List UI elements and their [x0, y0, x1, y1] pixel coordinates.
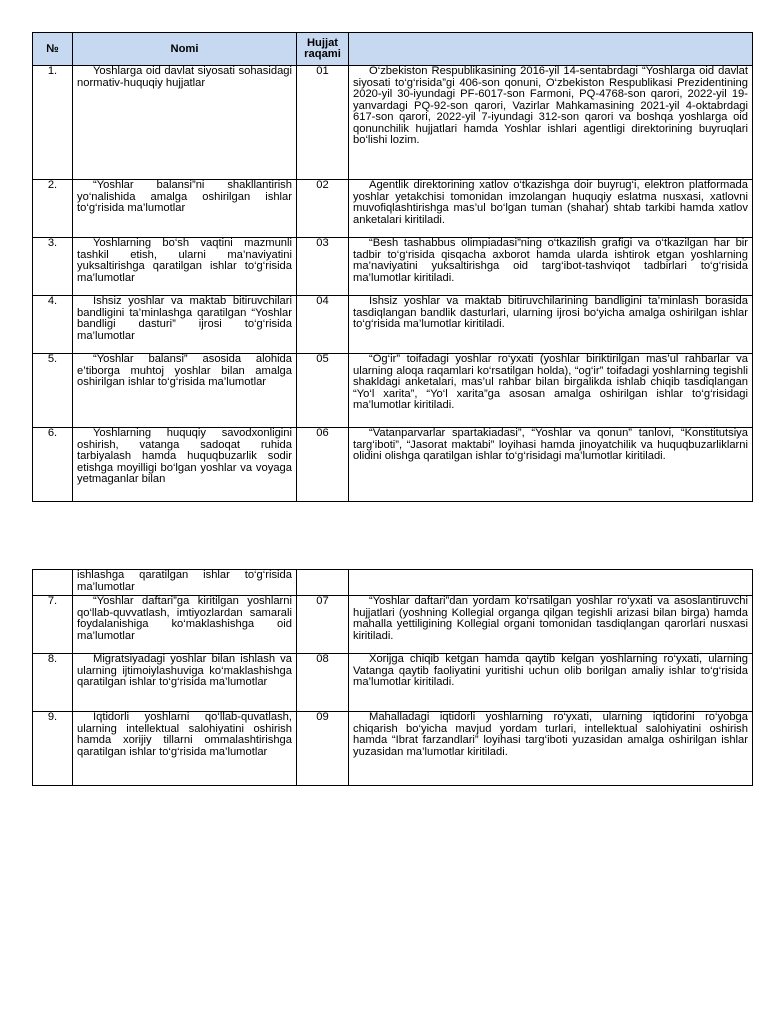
row-name: Yoshlarning bo‘sh vaqtini mazmunli tashkil etish, ularni ma’naviyatini yuksaltirishga qaratilgan ishlar to‘g‘risida ma’lumotlar [73, 238, 297, 296]
row-name: Yoshlarga oid davlat siyosati sohasidagi normativ-huquqiy hujjatlar [73, 66, 297, 180]
table-header-row [33, 33, 753, 66]
row-document-code [297, 570, 349, 596]
row-number: 3. [33, 238, 73, 296]
row-name: “Yoshlar balansi” asosida alohida e’tiborga muhtoj yoshlar bilan amalga oshirilgan ishlar to‘g‘risida ma’lumotlar [73, 354, 297, 428]
row-description: “Yoshlar daftari”dan yordam ko‘rsatilgan yoshlar ro‘yxati va asoslantiruvchi hujjatlari (yoshning Kollegial organga qilgan tegishli arizasi bilan birga) hamda mahalla yettiligining Kollegial organi tomonidan tasdiqlangan qarorlari nusxasi kiritiladi. [349, 596, 753, 654]
row-name: Iqtidorli yoshlarni qo‘llab-quvatlash, ularning intellektual salohiyatini oshirish hamda xorijiy tillarni ommalashtirishga qaratilgan ishlar to‘g‘risida ma’lumotlar [73, 712, 297, 786]
row-document-code: 06 [297, 428, 349, 502]
table-row [33, 596, 753, 654]
row-number [33, 570, 73, 596]
header-name: Nomi [73, 33, 297, 66]
row-name: Migratsiyadagi yoshlar bilan ishlash va ularning ijtimoiylashuviga ko‘maklashishga qaratilgan ishlar to‘g‘risida ma’lumotlar [73, 654, 297, 712]
row-description [349, 570, 753, 596]
row-number: 7. [33, 596, 73, 654]
row-document-code: 04 [297, 296, 349, 354]
row-number: 2. [33, 180, 73, 238]
row-description: Mahalladagi iqtidorli yoshlarning ro‘yxati, ularning iqtidorini ro‘yobga chiqarish bo‘yicha mavjud yordam turlari, intellektual salohiyatini oshirish hamda “Ibrat farzandlari” loyihasi targ‘iboti yuzasidan amalga oshirilgan ishlar yuzasidan ma’lumotlar kiritiladi. [349, 712, 753, 786]
documents-table-page-2 [32, 569, 753, 786]
row-number: 4. [33, 296, 73, 354]
row-number: 6. [33, 428, 73, 502]
row-document-code: 03 [297, 238, 349, 296]
row-number: 9. [33, 712, 73, 786]
row-description: “Besh tashabbus olimpiadasi”ning o‘tkazilish grafigi va o‘tkazilgan har bir tadbir to‘g‘risida qisqacha axborot hamda ularda ishtirok etgan yoshlarning ma’naviyatini yuksaltirishga oid targ‘ibot-tashviqot tadbirlari to‘g‘risida ma’lumotlar kiritiladi. [349, 238, 753, 296]
table-row [33, 238, 753, 296]
table-row [33, 654, 753, 712]
header-document-code: Hujjat raqami [297, 33, 349, 66]
row-description: Ishsiz yoshlar va maktab bitiruvchilarining bandligini ta’minlash borasida tasdiqlangan bandlik dasturlari, ularning ijrosi bo‘yicha amalga oshirilgan ishlar to‘g‘risida ma’lumotlar kiritiladi. [349, 296, 753, 354]
row-name: Yoshlarning huquqiy savodxonligini oshirish, vatanga sadoqat ruhida tarbiyalash hamda huquqbuzarlik sodir etishga moyilligi bo‘lgan yoshlar va voyaga yetmaganlar bilan [73, 428, 297, 502]
row-document-code: 09 [297, 712, 349, 786]
row-name: ishlashga qaratilgan ishlar to‘g‘risida ma’lumotlar [73, 570, 297, 596]
table-row [33, 66, 753, 180]
row-document-code: 01 [297, 66, 349, 180]
documents-table-page-1 [32, 32, 753, 502]
row-description: Xorijga chiqib ketgan hamda qaytib kelgan yoshlarning ro‘yxati, ularning Vatanga qaytib faoliyatini yuritishi uchun olib borilgan amaliy ishlar to‘g‘risida ma’lumotlar kiritiladi. [349, 654, 753, 712]
row-name: Ishsiz yoshlar va maktab bitiruvchilari bandligini ta’minlashga qaratilgan “Yoshlar bandligi dasturi” ijrosi to‘g‘risida ma’lumotlar [73, 296, 297, 354]
row-description: “Og‘ir” toifadagi yoshlar ro‘yxati (yoshlar biriktirilgan mas’ul rahbarlar va ularning aloqa raqamlari ko‘rsatilgan holda), “og‘ir” toifadagi yoshlarning tegishli shakldagi anketalari, mas’ul rahbar bilan birgalikda ishlab chiqib tasdiqlangan “Yo‘l xarita”, “Yo‘l xarita”ga asosan amalga oshirilgan ishlar to‘g‘risidagi ma’lumotlar kiritiladi. [349, 354, 753, 428]
header-number: № [33, 33, 73, 66]
table-row [33, 428, 753, 502]
row-name: “Yoshlar daftari”ga kiritilgan yoshlarni qo‘llab-quvvatlash, imtiyozlardan samarali foydalanishiga ko‘maklashishga oid ma’lumotlar [73, 596, 297, 654]
row-document-code: 08 [297, 654, 349, 712]
table-row [33, 296, 753, 354]
row-description: O‘zbekiston Respublikasining 2016-yil 14-sentabrdagi “Yoshlarga oid davlat siyosati to‘g‘risida”gi 406-son qonuni, O‘zbekiston Respublikasi Prezidentining 2020-yil 30-iyundagi PF-6017-son Farmoni, PQ-4768-son qarori, 2022-yil 19-yanvardagi PQ-92-son qarori, Vazirlar Mahkamasining 2021-yil 4-oktabrdagi 617-son qarori, 2022-yil 7-iyundagi 312-son qarori va boshqa yoshlarga oid qonunchilik hujjatlari hamda Yoshlar ishlari agentligi direktorining buyruqlari bo‘lishi lozim. [349, 66, 753, 180]
row-name: “Yoshlar balansi”ni shakllantirish yo‘nalishida amalga oshirilgan ishlar to‘g‘risida ma’lumotlar [73, 180, 297, 238]
table-row [33, 180, 753, 238]
row-document-code: 05 [297, 354, 349, 428]
row-number: 5. [33, 354, 73, 428]
row-document-code: 02 [297, 180, 349, 238]
table-row-continuation [33, 570, 753, 596]
row-description: “Vatanparvarlar spartakiadasi”, “Yoshlar va qonun” tanlovi, “Konstitutsiya targ‘iboti”, “Jasorat maktabi” loyihasi hamda jinoyatchilik va huquqbuzarliklarni olidini olishga qaratilgan ishlar to‘g‘risidagi ma’lumotlar kiritiladi. [349, 428, 753, 502]
row-document-code: 07 [297, 596, 349, 654]
row-number: 1. [33, 66, 73, 180]
table-row [33, 354, 753, 428]
row-number: 8. [33, 654, 73, 712]
table-row [33, 712, 753, 786]
row-description: Agentlik direktorining xatlov o‘tkazishga doir buyrug‘i, elektron platformada yoshlar yetakchisi tomonidan imzolangan huquqiy eslatma nusxasi, xatlovni muvofiqlashtirishga mas’ul bo‘lgan tuman (shahar) shtab tarkibi hamda xatlov anketalari kiritiladi. [349, 180, 753, 238]
header-description [349, 33, 753, 66]
